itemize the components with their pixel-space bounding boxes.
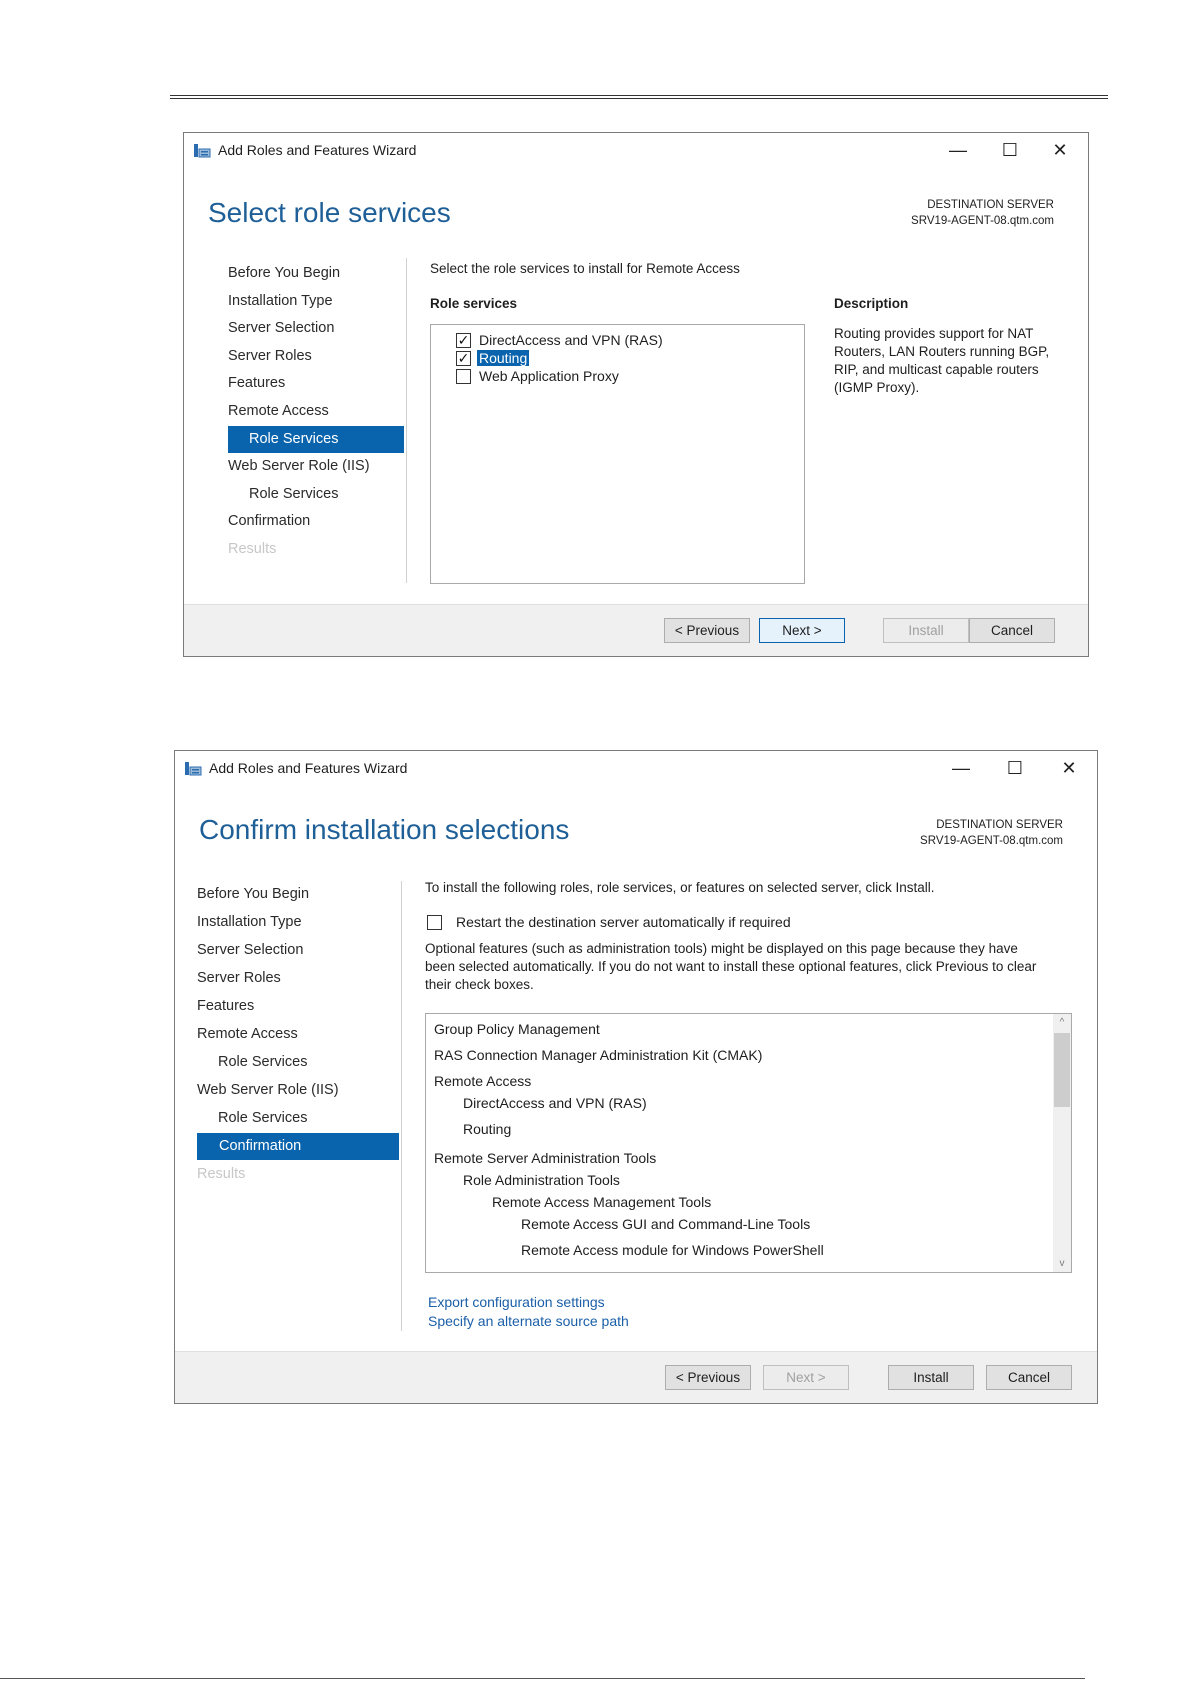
nav-remote-access-role-services[interactable]: Role Services xyxy=(218,1054,308,1070)
window-title: Add Roles and Features Wizard xyxy=(218,142,417,158)
previous-button[interactable]: < Previous xyxy=(665,1365,751,1390)
summary-item-cmak: RAS Connection Manager Administration Kit (CMAK) xyxy=(434,1047,763,1063)
summary-item-powershell-module: Remote Access module for Windows PowerShell xyxy=(521,1242,824,1258)
nav-remote-access[interactable]: Remote Access xyxy=(228,403,329,419)
instruction-text: To install the following roles, role services, or features on selected server, click Install. xyxy=(425,880,935,895)
wizard-window-select-role-services xyxy=(183,132,1089,657)
summary-item-remote-access: Remote Access xyxy=(434,1073,532,1089)
nav-installation-type[interactable]: Installation Type xyxy=(228,293,333,309)
summary-item-gui-cli-tools: Remote Access GUI and Command-Line Tools xyxy=(521,1216,811,1232)
summary-item-remote-access-mgmt-tools: Remote Access Management Tools xyxy=(492,1194,712,1210)
nav-results: Results xyxy=(197,1166,246,1182)
wizard-footer xyxy=(175,1351,1097,1403)
next-button[interactable]: Next > xyxy=(759,618,845,643)
server-manager-icon xyxy=(184,760,202,776)
cancel-button[interactable]: Cancel xyxy=(986,1365,1072,1390)
title-bar[interactable] xyxy=(184,133,1088,167)
checkbox-restart-server[interactable] xyxy=(427,915,442,930)
nav-web-server-role-services[interactable]: Role Services xyxy=(218,1110,308,1126)
server-manager-icon xyxy=(193,142,211,158)
minimize-icon[interactable]: — xyxy=(949,139,967,160)
nav-confirmation[interactable]: Confirmation xyxy=(197,1133,399,1160)
nav-separator xyxy=(406,258,407,583)
maximize-icon[interactable]: ☐ xyxy=(1001,139,1019,160)
summary-item-routing: Routing xyxy=(463,1121,512,1137)
role-routing-label[interactable]: Routing xyxy=(479,350,528,366)
scroll-down-icon[interactable]: v xyxy=(1059,1258,1065,1269)
minimize-icon[interactable]: — xyxy=(952,757,970,778)
nav-server-selection[interactable]: Server Selection xyxy=(228,320,335,336)
scroll-up-icon[interactable]: ^ xyxy=(1059,1017,1065,1028)
destination-server-caption: DESTINATION SERVER xyxy=(927,199,1054,211)
description-header: Description xyxy=(834,296,909,311)
optional-features-text-line2: been selected automatically. If you do not want to install these optional features, click Previous to clear xyxy=(425,959,1037,974)
nav-before-you-begin[interactable]: Before You Begin xyxy=(197,886,310,902)
page-footer-rule xyxy=(0,1678,1085,1679)
previous-button[interactable]: < Previous xyxy=(664,618,750,643)
checkbox-routing[interactable]: ✓ xyxy=(457,350,470,366)
instruction-text: Select the role services to install for Remote Access xyxy=(430,261,740,276)
summary-item-group-policy: Group Policy Management xyxy=(434,1021,600,1037)
role-directaccess-vpn-label[interactable]: DirectAccess and VPN (RAS) xyxy=(479,332,663,348)
next-button: Next > xyxy=(763,1365,849,1390)
nav-separator xyxy=(401,881,402,1331)
install-button: Install xyxy=(883,618,969,643)
checkbox-web-application-proxy[interactable] xyxy=(456,369,471,384)
nav-before-you-begin[interactable]: Before You Begin xyxy=(228,265,341,281)
destination-server-label xyxy=(911,197,1054,229)
installation-summary-list[interactable] xyxy=(425,1013,1072,1273)
window-title: Add Roles and Features Wizard xyxy=(209,760,408,776)
nav-web-server-role[interactable]: Web Server Role (IIS) xyxy=(197,1082,339,1098)
destination-server-caption: DESTINATION SERVER xyxy=(936,819,1063,831)
page-title: Confirm installation selections xyxy=(199,814,570,845)
wizard-window-confirm-installation xyxy=(174,750,1098,1404)
nav-web-server-role[interactable]: Web Server Role (IIS) xyxy=(228,458,370,474)
alternate-source-path-link[interactable]: Specify an alternate source path xyxy=(428,1313,629,1329)
maximize-icon[interactable]: ☐ xyxy=(1006,757,1024,778)
title-bar[interactable] xyxy=(175,751,1097,785)
scroll-thumb[interactable] xyxy=(1054,1033,1070,1107)
summary-scrollbar[interactable] xyxy=(1053,1014,1071,1272)
wizard-footer xyxy=(184,604,1088,656)
nav-installation-type[interactable]: Installation Type xyxy=(197,914,302,930)
nav-server-roles[interactable]: Server Roles xyxy=(197,970,281,986)
destination-server-label xyxy=(920,817,1063,849)
close-icon[interactable]: ✕ xyxy=(1061,757,1077,778)
destination-server-name: SRV19-AGENT-08.qtm.com xyxy=(911,215,1054,227)
nav-results: Results xyxy=(228,541,277,557)
cancel-button[interactable]: Cancel xyxy=(969,618,1055,643)
nav-confirmation[interactable]: Confirmation xyxy=(228,513,311,529)
nav-web-server-role-services[interactable]: Role Services xyxy=(249,486,339,502)
optional-features-text-line3: their check boxes. xyxy=(425,977,534,992)
install-button[interactable]: Install xyxy=(888,1365,974,1390)
summary-item-rsat: Remote Server Administration Tools xyxy=(434,1150,657,1166)
export-configuration-link[interactable]: Export configuration settings xyxy=(428,1294,605,1310)
close-icon[interactable]: ✕ xyxy=(1052,139,1068,160)
restart-server-label[interactable]: Restart the destination server automatically if required xyxy=(456,914,791,930)
optional-features-text-line1: Optional features (such as administration tools) might be displayed on this page because they have xyxy=(425,941,1018,956)
summary-item-directaccess-vpn: DirectAccess and VPN (RAS) xyxy=(463,1095,647,1111)
page-header-rule xyxy=(170,95,1108,96)
nav-features[interactable]: Features xyxy=(228,375,286,391)
nav-server-roles[interactable]: Server Roles xyxy=(228,348,312,364)
destination-server-name: SRV19-AGENT-08.qtm.com xyxy=(920,835,1063,847)
summary-item-role-admin-tools: Role Administration Tools xyxy=(463,1172,620,1188)
page-title: Select role services xyxy=(208,197,451,228)
role-services-header: Role services xyxy=(430,296,518,311)
nav-server-selection[interactable]: Server Selection xyxy=(197,942,304,958)
nav-remote-access[interactable]: Remote Access xyxy=(197,1026,298,1042)
description-text: Routing provides support for NAT Routers, LAN Routers running BGP, RIP, and multicast capable routers (IGMP Proxy). xyxy=(834,326,1050,395)
role-services-list xyxy=(430,324,805,584)
role-web-application-proxy-label[interactable]: Web Application Proxy xyxy=(479,368,619,384)
nav-features[interactable]: Features xyxy=(197,998,255,1014)
page-header-rule-secondary xyxy=(170,98,1108,99)
nav-remote-access-role-services[interactable]: Role Services xyxy=(228,426,404,453)
checkbox-directaccess-vpn[interactable]: ✓ xyxy=(457,332,470,348)
